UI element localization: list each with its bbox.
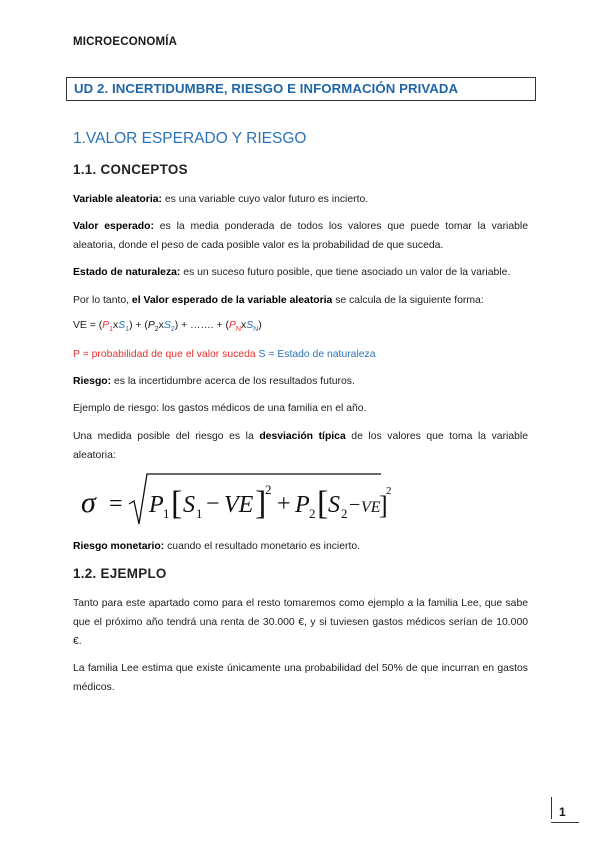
unit-title: UD 2. INCERTIDUMBRE, RIESGO E INFORMACIÓN PRIVADA [74, 81, 459, 96]
exponent-2: 2 [386, 485, 392, 497]
exponent-1: 2 [265, 482, 272, 497]
definition-text: es un suceso futuro posible, que tiene asociado un valor de la variable. [180, 267, 511, 278]
medida-riesgo-paragraph [73, 427, 528, 465]
sigma-symbol: σ [81, 486, 96, 519]
p2: P [147, 320, 155, 331]
term-riesgo-monetario: Riesgo monetario: [73, 541, 165, 552]
definition-valor-esperado [73, 217, 528, 255]
definition-text: es la incertidumbre acerca de los resultados futuros. [111, 376, 355, 387]
subsection-title-ejemplo: 1.2. EJEMPLO [73, 566, 167, 581]
text: Por lo tanto, [73, 295, 132, 306]
text: se calcula de la siguiente forma: [332, 295, 484, 306]
definition-text: es una variable cuyo valor futuro es incierto. [161, 194, 369, 205]
formula-legend [73, 345, 376, 364]
ve-term-1: VE [224, 492, 254, 518]
formula-lhs: VE = [73, 320, 99, 331]
p2-term: P [295, 492, 310, 518]
times: x [241, 320, 247, 331]
ejemplo-paragraph-1: Tanto para este apartado como para el resto tomaremos como ejemplo a la familia Lee, que sabe que el próximo año tendrá una renta de 30.000 €, y si tuviesen gastos médicos serían de 10.000 €. [73, 598, 528, 647]
legend-s: S = Estado de naturaleza [258, 349, 376, 360]
legend-p: P = probabilidad de que el valor suceda [73, 349, 256, 360]
term-valor-esperado: Valor esperado: [73, 221, 154, 232]
expected-value-formula: VE = $(P_1xS_1) + (P_2xS_2)$ + ……. + $(P_NxS_N)$ [73, 320, 262, 334]
s1-term: S [183, 492, 195, 518]
por-lo-tanto-paragraph [73, 291, 484, 310]
p1-term: P [149, 492, 164, 518]
page-number-divider [551, 797, 552, 819]
left-bracket-2: [ [317, 485, 329, 522]
text: Una medida posible del riesgo es la [73, 431, 260, 442]
p2-subscript: 2 [309, 506, 316, 521]
p1: P [102, 320, 110, 331]
right-bracket-1: ] [255, 485, 267, 522]
definition-riesgo [73, 372, 355, 391]
definition-riesgo-monetario [73, 537, 360, 556]
text: de los valores que toma la variable aleatoria: [73, 431, 528, 461]
s2: S [163, 320, 171, 331]
definition-variable-aleatoria [73, 190, 368, 209]
minus-sign-2: − [349, 494, 361, 516]
s2-subscript: 2 [341, 506, 348, 521]
definition-text: cuando el resultado monetario es incierto. [164, 541, 361, 552]
page-number: 1 [559, 805, 566, 819]
equals-sign: = [109, 491, 123, 517]
subsection-title-conceptos: 1.1. CONCEPTOS [73, 162, 188, 177]
times: x [113, 320, 119, 331]
s1: S [118, 320, 126, 331]
term-riesgo: Riesgo: [73, 376, 112, 387]
course-header: MICROECONOMÍA [73, 36, 178, 48]
plus-sign: + [277, 491, 291, 517]
page-number-underline [551, 822, 579, 823]
right-bracket-2: ] [379, 491, 388, 520]
term-estado-naturaleza: Estado de naturaleza: [73, 267, 181, 278]
s1-subscript: 1 [196, 506, 203, 521]
term-variable-aleatoria: Variable aleatoria: [73, 194, 162, 205]
bold-text: desviación típica [259, 431, 346, 442]
ve-term-2: VE [361, 499, 381, 516]
p1-subscript: 1 [163, 506, 170, 521]
s2-term: S [328, 492, 340, 518]
ejemplo-riesgo: Ejemplo de riesgo: los gastos médicos de una familia en el año. [73, 403, 367, 414]
dots: + ……. + [178, 320, 226, 331]
sn: S [246, 320, 254, 331]
pn: P [229, 320, 236, 331]
bold-text: el Valor esperado de la variable aleatoria [131, 295, 333, 306]
definition-text: es la media ponderada de todos los valores que puede tomar la variable aleatoria, donde el peso de cada posible valor es la probabilidad de que suceda. [73, 221, 528, 251]
minus-sign-1: − [206, 491, 220, 517]
ejemplo-paragraph-2: La familia Lee estima que existe únicamente una probabilidad del 50% de que incurran en gastos médicos. [73, 663, 528, 693]
standard-deviation-formula [73, 468, 393, 530]
left-bracket-1: [ [171, 485, 183, 522]
definition-estado-naturaleza [73, 263, 510, 282]
section-title: 1.VALOR ESPERADO Y RIESGO [73, 130, 307, 147]
times: x [158, 320, 164, 331]
